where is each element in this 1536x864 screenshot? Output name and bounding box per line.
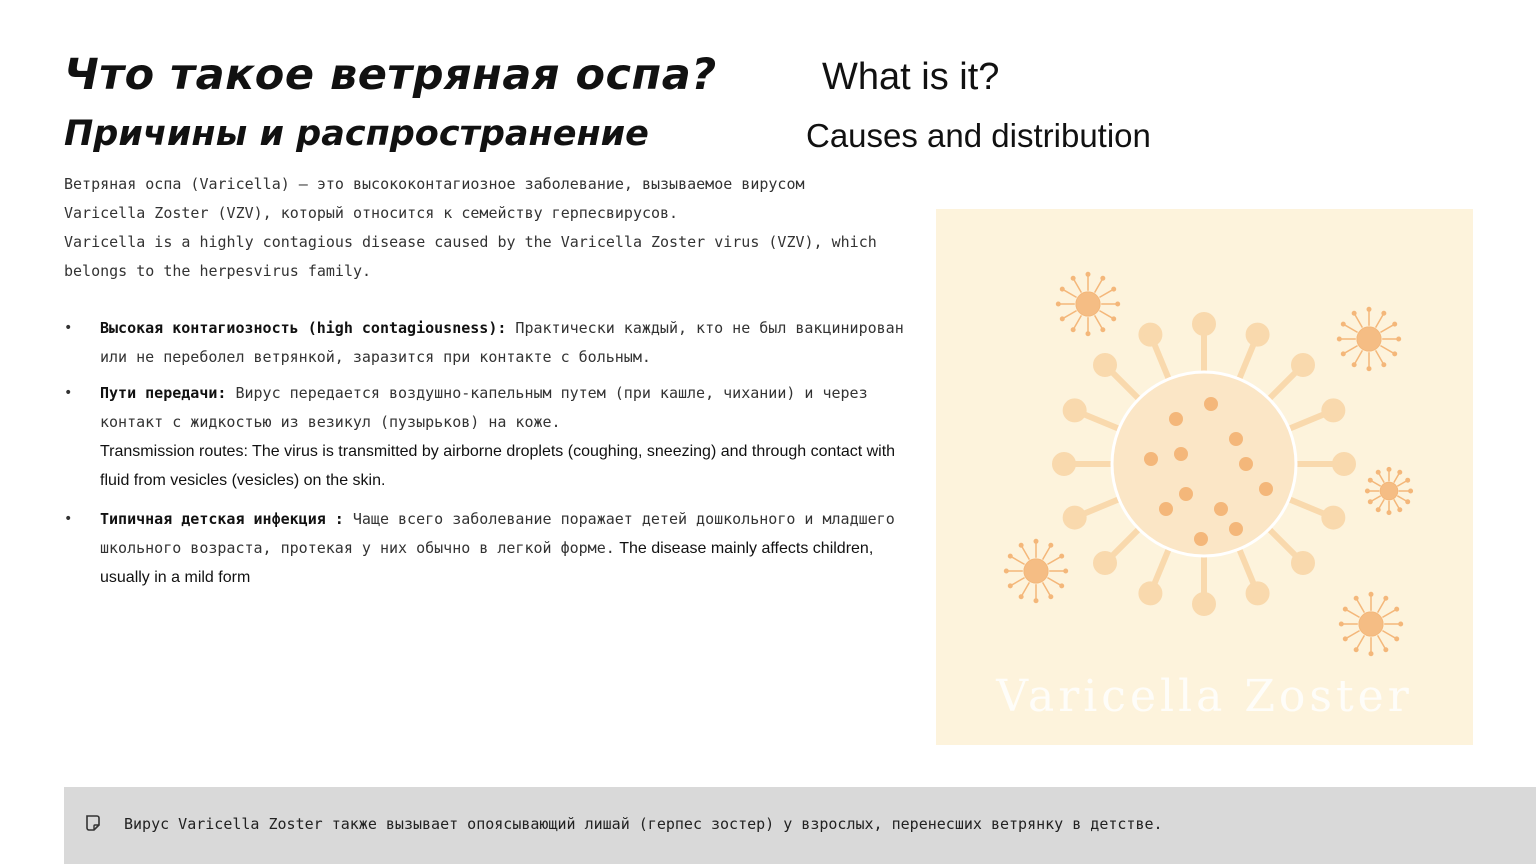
page-subtitle-ru: Причины и распространение [64, 114, 649, 154]
bullet-marker: • [64, 511, 73, 527]
bullet-marker: • [64, 385, 73, 401]
footer-note [64, 787, 1536, 864]
bullet-item-childhood-infection [64, 505, 904, 592]
bullet-list [64, 314, 904, 599]
bullet-text-en: The disease mainly affects children, usually in a mild form [100, 540, 874, 586]
page-title-ru: Что такое ветряная оспа? [64, 50, 717, 100]
bullet-term: Пути передачи: [100, 384, 227, 402]
note-icon [86, 815, 100, 831]
footer-note-text: Вирус Varicella Zoster также вызывает опоясывающий лишай (герпес зостер) у взрослых, перенесших ветрянку в детстве. [124, 815, 1163, 833]
intro-text-en: Varicella is a highly contagious disease caused by the Varicella Zoster virus (VZV), which belongs to the herpesvirus family. [64, 233, 877, 280]
page-title-en: What is it? [822, 56, 1000, 98]
bullet-text-ru: Вирус передается воздушно-капельным путем (при кашле, чихании) и через контакт с жидкостью из везикул (пузырьков) на коже. [100, 384, 868, 431]
page-subtitle-en: Causes and distribution [806, 117, 1151, 154]
virus-illustration-graphic [936, 209, 1473, 745]
bullet-item-transmission [64, 379, 904, 495]
virus-illustration [936, 209, 1473, 745]
intro-text-ru: Ветряная оспа (Varicella) – это высококонтагиозное заболевание, вызываемое вирусом Varicella Zoster (VZV), который относится к семейству герпесвирусов. [64, 175, 805, 222]
illustration-label: Varicella Zoster [996, 671, 1413, 722]
intro-paragraph [64, 170, 894, 286]
bullet-term: Типичная детская инфекция : [100, 510, 344, 528]
bullet-text-en: Transmission routes: The virus is transmitted by airborne droplets (coughing, sneezing) and through contact with fluid from vesicles (vesicles) on the skin. [100, 443, 896, 489]
bullet-text-ru: Чаще всего заболевание поражает детей дошкольного и младшего школьного возраста, протекая у них обычно в легкой форме. [100, 510, 895, 557]
bullet-marker: • [64, 320, 73, 336]
bullet-term: Высокая контагиозность (high contagiousness): [100, 319, 507, 337]
bullet-text-ru: Практически каждый, кто не был вакцинирован или не переболел ветрянкой, заразится при контакте с больным. [100, 319, 904, 366]
bullet-item-contagiousness [64, 314, 904, 372]
